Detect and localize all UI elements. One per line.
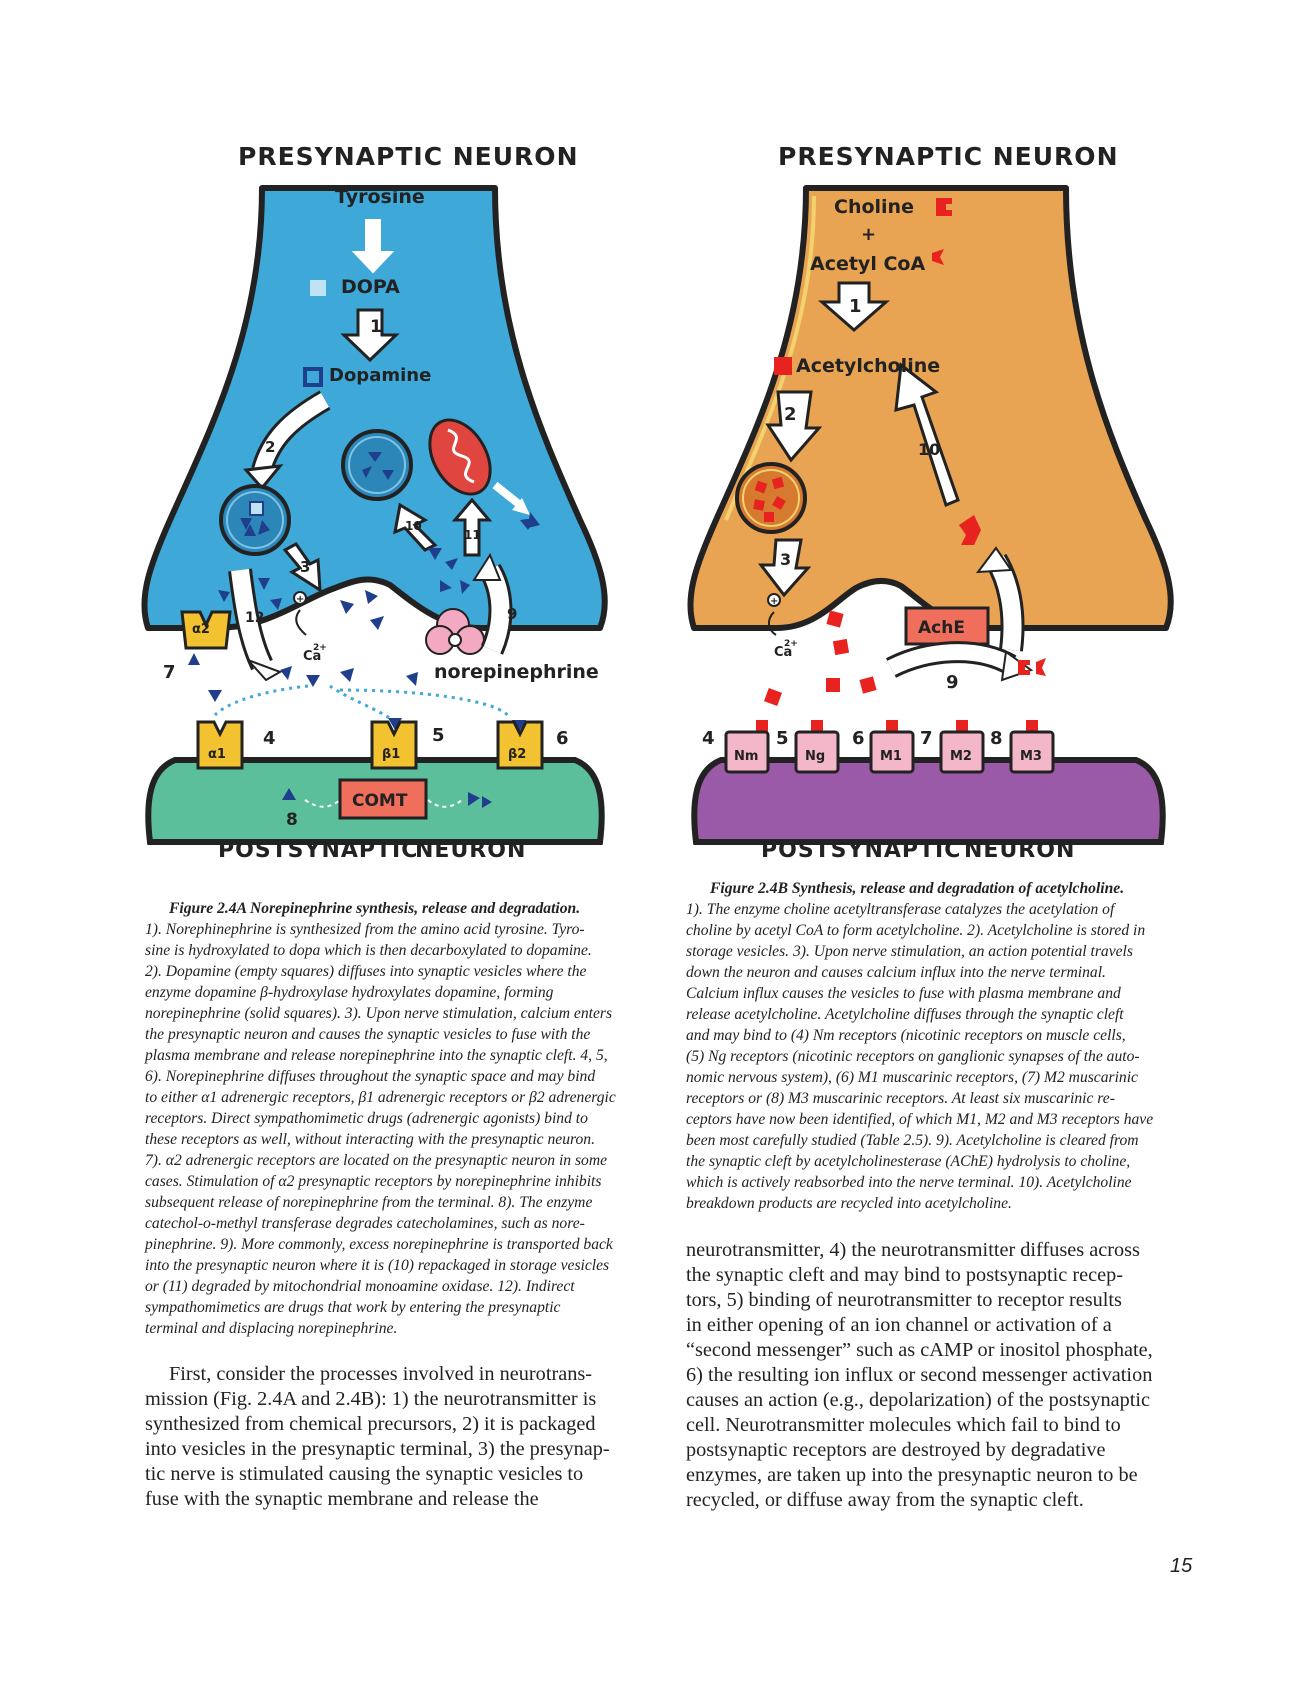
- step-label-b8: 8: [990, 728, 1003, 749]
- body-left-line: synthesized from chemical precursors, 2) it is packaged: [145, 1413, 596, 1435]
- tyrosine-label: Tyrosine: [335, 186, 425, 208]
- step-label-12: 12: [245, 610, 265, 626]
- presynaptic-terminal-b: [690, 188, 1170, 628]
- step-label-8: 8: [286, 810, 298, 830]
- vesicle-a1: [221, 486, 289, 554]
- step-label-b4: 4: [702, 728, 715, 749]
- step-label-b5: 5: [776, 728, 789, 749]
- step-label-10: 10: [405, 519, 422, 533]
- step9-arrow-b: [891, 652, 1031, 680]
- beta1-label: β1: [382, 747, 401, 762]
- caption-a-line: subsequent release of norepinephrine from the terminal. 8). The enzyme: [145, 1194, 593, 1211]
- beta2-label: β2: [508, 747, 527, 762]
- ng-label: Ng: [805, 749, 826, 764]
- step-label-3: 3: [300, 558, 311, 576]
- norepinephrine-diagram: [0, 0, 656, 880]
- step-label-7: 7: [163, 662, 176, 683]
- caption-a-line: the presynaptic neuron and causes the synaptic vesicles to fuse with the: [145, 1026, 591, 1043]
- postsynaptic-label-b2: NEURON: [964, 838, 1076, 863]
- nm-label: Nm: [734, 749, 759, 764]
- body-right-line: in either opening of an ion channel or activation of a: [686, 1314, 1112, 1336]
- caption-b-line: choline by acetyl CoA to form acetylcholine. 2). Acetylcholine is stored in: [686, 922, 1146, 939]
- body-left-line: tic nerve is stimulated causing the synaptic vesicles to: [145, 1463, 584, 1485]
- step-label-b10: 10: [918, 440, 941, 459]
- caption-a-line: plasma membrane and release norepinephrine into the synaptic cleft. 4, 5,: [145, 1047, 608, 1064]
- caption-a-line: cases. Stimulation of α2 presynaptic receptors by norepinephrine inhibits: [145, 1173, 602, 1190]
- step-label-2: 2: [265, 438, 276, 456]
- step-label-b1: 1: [849, 296, 862, 317]
- calcium-label-b: Ca: [774, 645, 793, 660]
- caption-a-line: sine is hydroxylated to dopa which is then decarboxylated to dopamine.: [145, 942, 592, 959]
- caption-b-line: 1). The enzyme choline acetyltransferase catalyzes the acetylation of: [686, 901, 1115, 918]
- body-left-line: fuse with the synaptic membrane and release the: [145, 1488, 539, 1510]
- body-right-line: tors, 5) binding of neurotransmitter to receptor results: [686, 1289, 1122, 1311]
- alpha2-label: α2: [192, 622, 210, 637]
- body-right-line: 6) the resulting ion influx or second messenger activation: [686, 1364, 1153, 1386]
- step-label-b6: 6: [852, 728, 865, 749]
- acetyl-coa-label: Acetyl CoA: [810, 253, 926, 275]
- caption-a-line: 6). Norepinephrine diffuses throughout the synaptic space and may bind: [145, 1068, 596, 1085]
- dopa-square-icon: [310, 280, 326, 296]
- caption-b-heading: Figure 2.4B Synthesis, release and degradation of acetylcholine.: [710, 880, 1125, 897]
- caption-a-line: sympathomimetics are drugs that work by entering the presynaptic: [145, 1299, 561, 1316]
- dopa-label: DOPA: [341, 276, 400, 298]
- caption-a-line: into the presynaptic neuron where it is (10) repackaged in storage vesicles: [145, 1257, 610, 1274]
- comt-label: COMT: [352, 791, 408, 811]
- body-right-line: postsynaptic receptors are destroyed by degradative: [686, 1439, 1106, 1461]
- presynaptic-label-b: PRESYNAPTIC NEURON: [778, 142, 1119, 171]
- plus-sign-b: +: [770, 596, 779, 607]
- caption-a-line: receptors. Direct sympathomimetic drugs (adrenergic agonists) bind to: [145, 1110, 588, 1127]
- body-left-line: into vesicles in the presynaptic terminal, 3) the presynap-: [145, 1438, 610, 1460]
- body-text-left: [145, 1362, 655, 1512]
- body-right-line: causes an action (e.g., depolarization) of the postsynaptic: [686, 1389, 1151, 1411]
- body-right-line: cell. Neurotransmitter molecules which fail to bind to: [686, 1414, 1121, 1436]
- acetylcholine-square-icon: [774, 357, 792, 375]
- caption-a-line: enzyme dopamine β-hydroxylase hydroxylates dopamine, forming: [145, 984, 554, 1001]
- figure-2-4b: [656, 0, 1313, 880]
- calcium-charge-b: 2+: [784, 639, 798, 649]
- alpha1-label: α1: [208, 747, 226, 762]
- body-right-line: recycled, or diffuse away from the synaptic cleft.: [686, 1489, 1084, 1511]
- page-number: 15: [1170, 1555, 1193, 1577]
- caption-a-line: 2). Dopamine (empty squares) diffuses into synaptic vesicles where the: [145, 963, 587, 980]
- body-text-right: [686, 1238, 1206, 1513]
- caption-b-line: been most carefully studied (Table 2.5). 9). Acetylcholine is cleared from: [686, 1132, 1139, 1149]
- caption-b-line: the synaptic cleft by acetylcholinesterase (AChE) hydrolysis to choline,: [686, 1153, 1131, 1170]
- caption-b-line: which is actively reabsorbed into the nerve terminal. 10). Acetylcholine: [686, 1174, 1132, 1191]
- postsynaptic-label-b1: POSTSYNAPTIC: [761, 838, 962, 863]
- caption-a-line: to either α1 adrenergic receptors, β1 adrenergic receptors or β2 adrenergic: [145, 1089, 616, 1106]
- breakdown-products-icon: [1018, 658, 1046, 676]
- caption-b-line: release acetylcholine. Acetylcholine diffuses through the synaptic cleft: [686, 1006, 1124, 1023]
- caption-b-line: Calcium influx causes the vesicles to fuse with plasma membrane and: [686, 985, 1121, 1002]
- step-label-1: 1: [370, 317, 382, 337]
- caption-a-line: catechol-o-methyl transferase degrades catecholamines, such as nore-: [145, 1215, 585, 1232]
- body-right-line: neurotransmitter, 4) the neurotransmitter diffuses across: [686, 1239, 1140, 1261]
- step-label-b9: 9: [946, 672, 959, 693]
- step-label-6: 6: [556, 728, 569, 749]
- caption-b-line: nomic nervous system), (6) M1 muscarinic receptors, (7) M2 muscarinic: [686, 1069, 1138, 1086]
- step-label-11: 11: [464, 528, 481, 542]
- body-right-line: the synaptic cleft and may bind to postsynaptic recep-: [686, 1264, 1124, 1286]
- ache-label: AchE: [918, 618, 965, 638]
- choline-label: Choline: [834, 196, 914, 218]
- caption-b-line: breakdown products are recycled into acetylcholine.: [686, 1195, 1012, 1212]
- caption-a-line: norepinephrine (solid squares). 3). Upon nerve stimulation, calcium enters: [145, 1005, 613, 1022]
- caption-b-line: receptors or (8) M3 muscarinic receptors. At least six muscarinic re-: [686, 1090, 1115, 1107]
- postsynaptic-label-a1: POSTSYNAPTIC: [218, 838, 419, 863]
- caption-b-line: down the neuron and causes calcium influx into the nerve terminal.: [686, 964, 1106, 981]
- caption-b-line: storage vesicles. 3). Upon nerve stimulation, an action potential travels: [686, 943, 1133, 960]
- caption-a-line: 1). Norephinephrine is synthesized from the amino acid tyrosine. Tyro-: [145, 921, 585, 938]
- caption-a: [145, 898, 645, 1339]
- caption-a-line: pinephrine. 9). More commonly, excess norepinephrine is transported back: [145, 1236, 613, 1253]
- caption-a-line: these receptors as well, without interacting with the presynaptic neuron.: [145, 1131, 595, 1148]
- body-left-line: First, consider the processes involved in neurotrans-: [169, 1363, 592, 1385]
- calcium-charge-a: 2+: [313, 643, 327, 653]
- vesicle-b: [737, 464, 805, 532]
- dopamine-label: Dopamine: [329, 365, 432, 386]
- plus-label: +: [861, 224, 877, 245]
- caption-b-line: ceptors have now been identified, of which M1, M2 and M3 receptors have: [686, 1111, 1154, 1128]
- step-label-b7: 7: [920, 728, 933, 749]
- presynaptic-label-a: PRESYNAPTIC NEURON: [238, 142, 579, 171]
- body-right-line: enzymes, are taken up into the presynaptic neuron to be: [686, 1464, 1138, 1486]
- caption-a-line: terminal and displacing norepinephrine.: [145, 1320, 398, 1337]
- body-left-line: mission (Fig. 2.4A and 2.4B): 1) the neurotransmitter is: [145, 1388, 597, 1410]
- calcium-label-a: Ca: [303, 649, 322, 664]
- body-right-line: “second messenger” such as cAMP or inositol phosphate,: [686, 1339, 1153, 1361]
- step-label-b3: 3: [780, 550, 792, 569]
- step-label-4: 4: [263, 728, 276, 749]
- m1-label: M1: [880, 749, 902, 764]
- caption-a-heading: Figure 2.4A Norepinephrine synthesis, release and degradation.: [169, 900, 581, 917]
- caption-b-line: and may bind to (4) Nm receptors (nicotinic receptors on muscle cells,: [686, 1027, 1126, 1044]
- caption-b-line: (5) Ng receptors (nicotinic receptors on ganglionic synapses of the auto-: [686, 1048, 1140, 1065]
- step-label-5: 5: [432, 725, 445, 746]
- plus-sign-a: +: [296, 594, 305, 605]
- figure-2-4a: [0, 0, 656, 880]
- vesicle-a2: [343, 431, 411, 499]
- caption-a-line: or (11) degraded by mitochondrial monoamine oxidase. 12). Indirect: [145, 1278, 575, 1295]
- norepinephrine-label: norepinephrine: [434, 661, 599, 683]
- step-label-9: 9: [507, 605, 518, 623]
- acetylcholine-label: Acetylcholine: [796, 355, 941, 377]
- m3-label: M3: [1020, 749, 1042, 764]
- caption-a-line: 7). α2 adrenergic receptors are located on the presynaptic neuron in some: [145, 1152, 608, 1169]
- step-label-b2: 2: [784, 404, 797, 425]
- acetylcholine-diagram: [656, 0, 1313, 880]
- m2-label: M2: [950, 749, 972, 764]
- postsynaptic-label-a2: NEURON: [415, 838, 527, 863]
- caption-b: [686, 878, 1206, 1214]
